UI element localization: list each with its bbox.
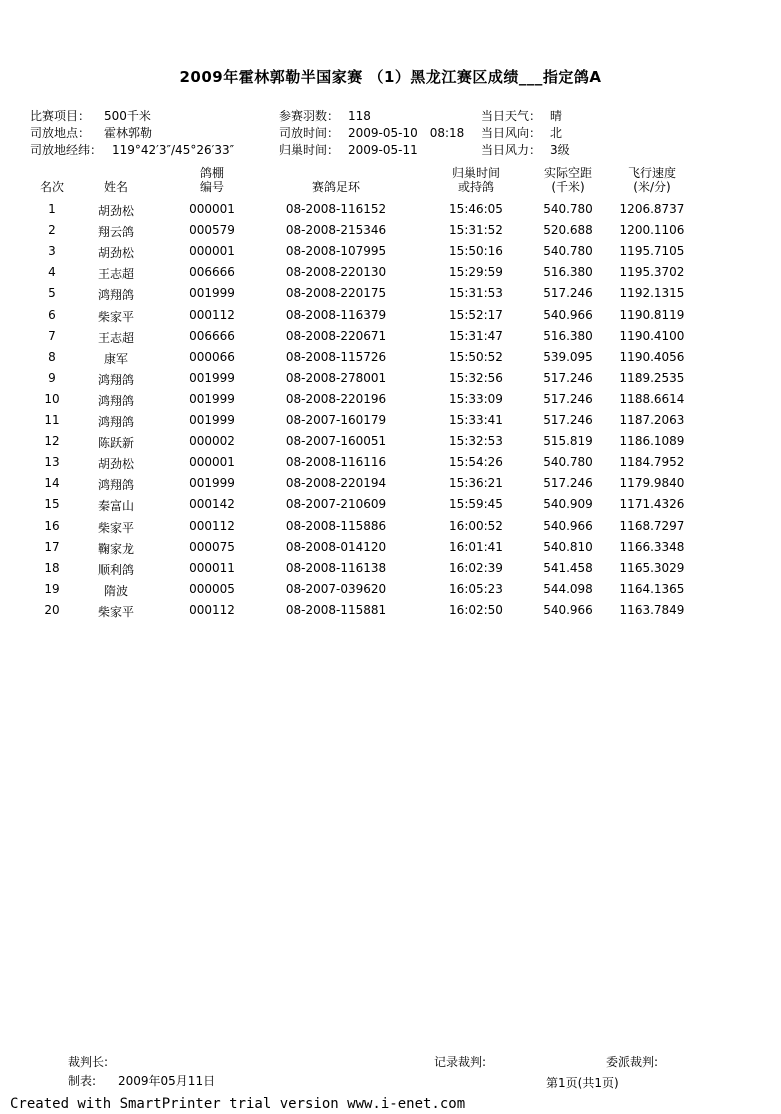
loft-cell: 000075 — [189, 539, 235, 554]
release-time-label: 司放时间： — [279, 126, 340, 140]
loft-cell: 001999 — [189, 391, 235, 406]
return-time-cell: 15:59:45 — [449, 497, 503, 512]
ring-cell: 08-2007-039620 — [285, 581, 387, 596]
name-cell: 鸿翔鸽 — [97, 372, 134, 387]
distance-cell: 540.966 — [543, 518, 593, 533]
distance-cell: 540.780 — [543, 244, 593, 259]
name-cell: 柴家平 — [97, 309, 134, 324]
ring-cell: 08-2007-210609 — [285, 497, 387, 512]
name-cell: 陈跃新 — [97, 436, 134, 451]
speed-cell: 1192.1315 — [619, 286, 685, 301]
distance-cell: 540.780 — [543, 202, 593, 216]
loft-cell: 006666 — [189, 265, 235, 280]
loft-cell: 000066 — [189, 349, 235, 364]
ring-cell: 08-2008-107995 — [285, 244, 387, 259]
ring-cell: 08-2008-115886 — [285, 518, 387, 533]
header-speed — [612, 166, 692, 194]
ring-cell: 08-2008-116116 — [285, 455, 387, 470]
table-row — [0, 202, 781, 218]
header-return-time-line2: 或持鸽 — [457, 180, 494, 194]
name-cell: 鸿翔鸽 — [97, 478, 134, 493]
speed-cell: 1168.7297 — [619, 518, 685, 533]
speed-cell: 1164.1365 — [619, 581, 685, 596]
distance-cell: 540.966 — [543, 307, 593, 322]
loft-cell: 000011 — [189, 560, 235, 575]
rank-cell: 2 — [48, 223, 56, 238]
loft-cell: 000112 — [189, 307, 235, 322]
distance-cell: 515.819 — [543, 434, 593, 449]
return-time-cell: 15:50:16 — [449, 244, 503, 259]
page-number: 第1页(共1页) — [546, 1076, 619, 1090]
header-return-time-line1: 归巢时间 — [451, 166, 500, 180]
rank-cell: 1 — [48, 202, 56, 216]
table-row — [0, 455, 781, 471]
loft-cell: 000005 — [189, 581, 235, 596]
rank-cell: 14 — [44, 476, 60, 491]
rank-cell: 18 — [44, 560, 60, 575]
loft-cell: 000001 — [189, 455, 235, 470]
header-rank: 名次 — [39, 180, 64, 194]
return-time-cell: 15:52:17 — [449, 307, 503, 322]
chief-judge-label: 裁判长: — [68, 1055, 109, 1069]
table-row — [0, 434, 781, 450]
loft-cell: 000001 — [189, 202, 235, 216]
loft-cell: 001999 — [189, 286, 235, 301]
wind-direction-label: 当日风向： — [481, 126, 542, 140]
ring-cell: 08-2008-220671 — [285, 328, 387, 343]
table-row — [0, 540, 781, 556]
distance-cell: 517.246 — [543, 413, 593, 427]
header-ring: 赛鸽足环 — [311, 180, 360, 194]
return-time-label: 归巢时间： — [279, 143, 340, 157]
table-row — [0, 329, 781, 345]
speed-cell: 1163.7849 — [619, 602, 685, 617]
speed-cell: 1190.4056 — [619, 349, 685, 364]
speed-cell: 1186.1089 — [619, 434, 685, 449]
distance-cell: 540.909 — [543, 497, 593, 512]
ring-cell: 08-2008-116152 — [285, 202, 387, 216]
speed-cell: 1190.8119 — [619, 307, 685, 322]
name-cell: 顺利鸽 — [97, 562, 134, 577]
coords-value: 119°42′3″/45°26′33″ — [112, 143, 235, 157]
rank-cell: 12 — [44, 434, 60, 449]
table-row — [0, 497, 781, 513]
header-loft-line1: 鸽棚 — [199, 166, 224, 180]
return-time-cell: 15:31:53 — [449, 286, 503, 301]
distance-cell: 517.246 — [543, 391, 593, 406]
header-speed-line2: (米/分) — [633, 180, 671, 194]
return-time-cell: 16:00:52 — [449, 518, 503, 533]
table-row — [0, 519, 781, 535]
rank-cell: 13 — [44, 455, 60, 470]
rank-cell: 9 — [48, 370, 56, 385]
prepared-date: 2009年05月11日 — [118, 1074, 216, 1088]
table-row — [0, 561, 781, 577]
return-time-cell: 15:31:47 — [449, 328, 503, 343]
distance-cell: 540.780 — [543, 455, 593, 470]
speed-cell: 1188.6614 — [619, 391, 685, 406]
name-cell: 胡劲松 — [97, 457, 134, 472]
speed-cell: 1184.7952 — [619, 455, 685, 470]
return-time-cell: 15:46:05 — [449, 202, 503, 216]
return-time-cell: 15:29:59 — [449, 265, 503, 280]
delegate-label: 委派裁判: — [606, 1055, 659, 1069]
rank-cell: 17 — [44, 539, 60, 554]
ring-cell: 08-2008-220175 — [285, 286, 387, 301]
ring-cell: 08-2008-116379 — [285, 307, 387, 322]
distance-cell: 517.246 — [543, 286, 593, 301]
loft-cell: 001999 — [189, 476, 235, 491]
return-time-cell: 16:02:39 — [449, 560, 503, 575]
loft-cell: 000001 — [189, 244, 235, 259]
speed-cell: 1171.4326 — [619, 497, 685, 512]
table-row — [0, 350, 781, 366]
loft-cell: 000142 — [189, 497, 235, 512]
name-cell: 秦富山 — [97, 499, 134, 514]
speed-cell: 1166.3348 — [619, 539, 685, 554]
name-cell: 王志超 — [97, 330, 134, 345]
weather-label: 当日天气： — [481, 109, 542, 123]
speed-cell: 1200.1106 — [619, 223, 685, 238]
name-cell: 隋波 — [103, 583, 128, 598]
name-cell: 康军 — [103, 351, 128, 366]
distance-cell: 520.688 — [543, 223, 593, 238]
name-cell: 鸿翔鸽 — [97, 393, 134, 408]
ring-cell: 08-2008-220196 — [285, 391, 387, 406]
table-row — [0, 603, 781, 619]
rank-cell: 4 — [48, 265, 56, 280]
return-time-cell: 15:33:09 — [449, 391, 503, 406]
header-speed-line1: 飞行速度 — [627, 166, 676, 180]
name-cell: 胡劲松 — [97, 246, 134, 261]
header-name: 姓名 — [103, 180, 128, 194]
rank-cell: 3 — [48, 244, 56, 259]
speed-cell: 1187.2063 — [619, 413, 685, 427]
event-label: 比赛项目： — [30, 109, 91, 123]
name-cell: 王志超 — [97, 267, 134, 282]
header-distance-line1: 实际空距 — [543, 166, 592, 180]
ring-cell: 08-2008-220194 — [285, 476, 387, 491]
speed-cell: 1190.4100 — [619, 328, 685, 343]
table-row — [0, 223, 781, 239]
return-time-cell: 15:50:52 — [449, 349, 503, 364]
return-time-value: 2009-05-11 — [348, 143, 418, 157]
entries-value: 118 — [348, 109, 371, 123]
name-cell: 柴家平 — [97, 520, 134, 535]
table-row — [0, 392, 781, 408]
table-row — [0, 286, 781, 302]
name-cell: 胡劲松 — [97, 204, 134, 218]
table-row — [0, 244, 781, 260]
rank-cell: 16 — [44, 518, 60, 533]
release-place-value: 霍林郭勒 — [104, 126, 153, 140]
rank-cell: 11 — [44, 413, 60, 427]
distance-cell: 540.810 — [543, 539, 593, 554]
distance-cell: 544.098 — [543, 581, 593, 596]
loft-cell: 000002 — [189, 434, 235, 449]
event-value: 500千米 — [104, 109, 151, 123]
distance-cell: 539.095 — [543, 349, 593, 364]
distance-cell: 540.966 — [543, 602, 593, 617]
ring-cell: 08-2008-115881 — [285, 602, 387, 617]
table-row — [0, 371, 781, 387]
ring-cell: 08-2007-160179 — [285, 413, 387, 427]
name-cell: 鞠家龙 — [97, 541, 134, 556]
ring-cell: 08-2007-160051 — [285, 434, 387, 449]
header-distance-line2: (千米) — [551, 180, 585, 194]
speed-cell: 1195.7105 — [619, 244, 685, 259]
name-cell: 鸿翔鸽 — [97, 415, 134, 429]
watermark-text: Created with SmartPrinter trial version www.i-enet.com — [10, 1096, 466, 1112]
distance-cell: 517.246 — [543, 370, 593, 385]
wind-force-label: 当日风力： — [481, 143, 542, 157]
speed-cell: 1189.2535 — [619, 370, 685, 385]
return-time-cell: 16:01:41 — [449, 539, 503, 554]
rank-cell: 20 — [44, 602, 60, 617]
return-time-cell: 15:32:53 — [449, 434, 503, 449]
ring-cell: 08-2008-116138 — [285, 560, 387, 575]
coords-label: 司放地经纬： — [30, 143, 103, 157]
wind-force-value: 3级 — [550, 143, 570, 157]
speed-cell: 1179.9840 — [619, 476, 685, 491]
release-time-value: 2009-05-10 08:18 — [348, 126, 465, 140]
rank-cell: 15 — [44, 497, 60, 512]
rank-cell: 7 — [48, 328, 56, 343]
rank-cell: 8 — [48, 349, 56, 364]
ring-cell: 08-2008-115726 — [285, 349, 387, 364]
release-place-label: 司放地点： — [30, 126, 91, 140]
table-row — [0, 413, 781, 429]
rank-cell: 5 — [48, 286, 56, 301]
rank-cell: 6 — [48, 307, 56, 322]
return-time-cell: 16:02:50 — [449, 602, 503, 617]
return-time-cell: 15:33:41 — [449, 413, 503, 427]
rank-cell: 19 — [44, 581, 60, 596]
header-loft — [180, 166, 244, 194]
page-title: 2009年霍林郭勒半国家赛 （1）黑龙江赛区成绩___指定鸽A — [179, 68, 602, 86]
speed-cell: 1195.3702 — [619, 265, 685, 280]
ring-cell: 08-2008-278001 — [285, 370, 387, 385]
loft-cell: 001999 — [189, 413, 235, 427]
header-distance — [528, 166, 608, 194]
weather-value: 晴 — [550, 109, 563, 123]
header-return-time — [440, 166, 512, 194]
loft-cell: 000112 — [189, 518, 235, 533]
table-row — [0, 265, 781, 281]
ring-cell: 08-2008-215346 — [285, 223, 387, 238]
distance-cell: 541.458 — [543, 560, 593, 575]
ring-cell: 08-2008-014120 — [285, 539, 387, 554]
rank-cell: 10 — [44, 391, 60, 406]
loft-cell: 001999 — [189, 370, 235, 385]
return-time-cell: 16:05:23 — [449, 581, 503, 596]
loft-cell: 000112 — [189, 602, 235, 617]
return-time-cell: 15:54:26 — [449, 455, 503, 470]
name-cell: 鸿翔鸽 — [97, 288, 134, 303]
table-row — [0, 308, 781, 324]
entries-label: 参赛羽数： — [279, 109, 340, 123]
loft-cell: 000579 — [189, 223, 235, 238]
distance-cell: 516.380 — [543, 265, 593, 280]
table-row — [0, 582, 781, 598]
distance-cell: 516.380 — [543, 328, 593, 343]
header-loft-line2: 编号 — [199, 180, 224, 194]
return-time-cell: 15:31:52 — [449, 223, 503, 238]
distance-cell: 517.246 — [543, 476, 593, 491]
return-time-cell: 15:32:56 — [449, 370, 503, 385]
recorder-label: 记录裁判: — [434, 1055, 487, 1069]
name-cell: 柴家平 — [97, 604, 134, 619]
speed-cell: 1206.8737 — [619, 202, 685, 216]
table-row — [0, 476, 781, 492]
loft-cell: 006666 — [189, 328, 235, 343]
ring-cell: 08-2008-220130 — [285, 265, 387, 280]
wind-direction-value: 北 — [550, 126, 563, 140]
speed-cell: 1165.3029 — [619, 560, 685, 575]
name-cell: 翔云鸽 — [97, 225, 134, 240]
return-time-cell: 15:36:21 — [449, 476, 503, 491]
prepared-label: 制表: — [68, 1074, 97, 1088]
